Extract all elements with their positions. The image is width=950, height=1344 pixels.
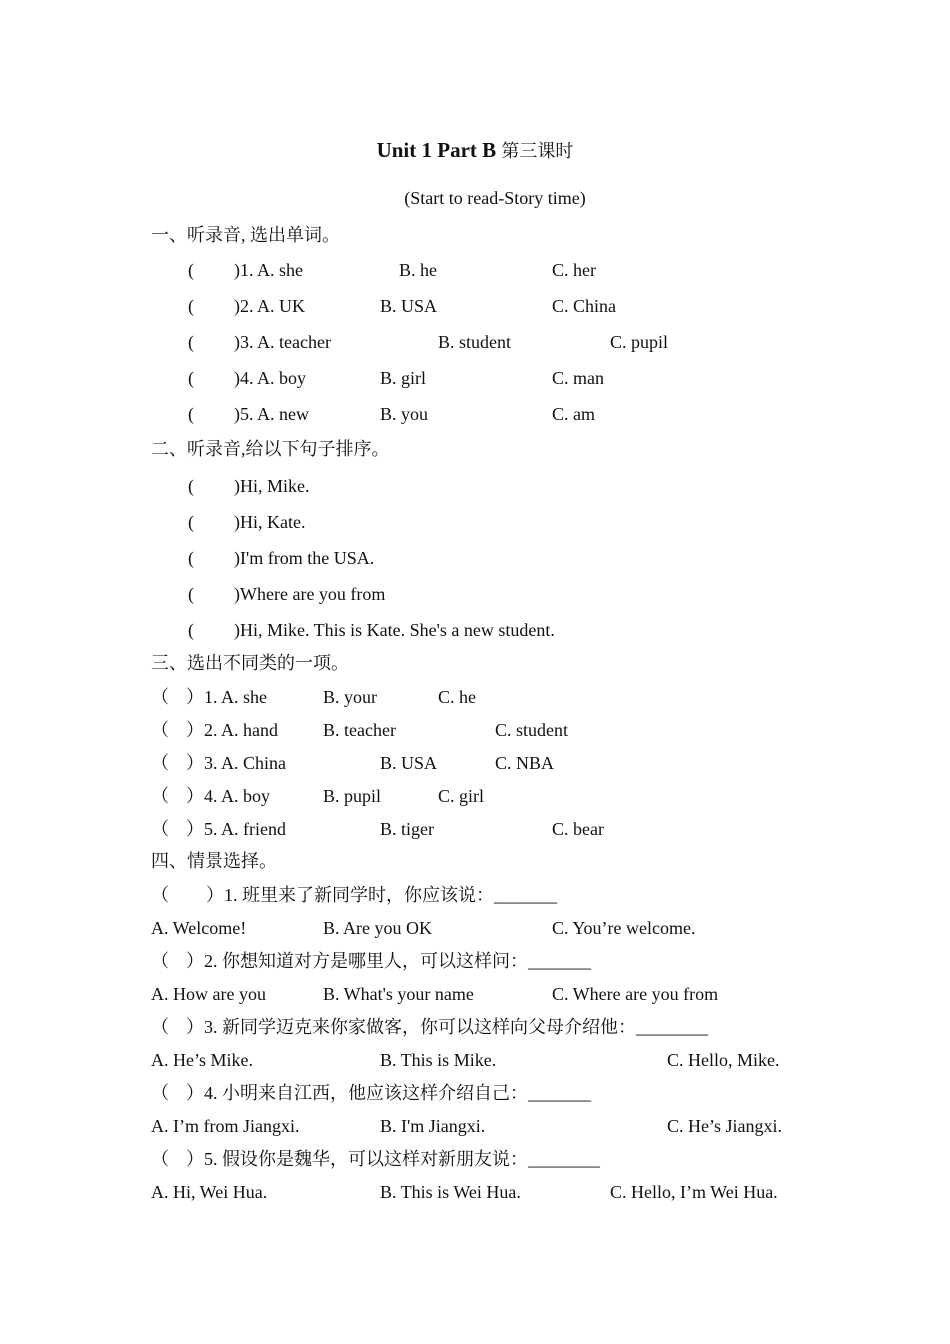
option-a: )3. A. teacher <box>234 332 331 352</box>
option-b: B. Are you OK <box>323 918 432 938</box>
option-c: C. man <box>552 368 604 388</box>
answer-blank: ( <box>188 296 194 316</box>
option-b: B. teacher <box>323 720 396 740</box>
option-a: )2. A. UK <box>234 296 305 316</box>
answer-blank: （ <box>151 1017 169 1037</box>
option-c: C. pupil <box>610 332 669 352</box>
option-c: C. Where are you from <box>552 984 719 1004</box>
answer-blank: ( <box>188 404 194 424</box>
option-b: B. he <box>399 260 437 280</box>
answer-blank: （ <box>151 1083 169 1103</box>
answer-blank: （ <box>151 819 169 839</box>
sentence-text: )Hi, Mike. <box>234 476 310 496</box>
option-c: C. he <box>438 687 476 707</box>
answer-blank: （ <box>151 951 169 971</box>
answer-blank: ( <box>188 584 194 604</box>
question-text: ）4. 小明来自江西，他应该这样介绍自己：_______ <box>186 1083 591 1103</box>
option-b: B. your <box>323 687 377 707</box>
question-text: ）5. 假设你是魏华，可以这样对新朋友说：________ <box>186 1149 600 1169</box>
option-a: )4. A. boy <box>234 368 306 388</box>
option-a: ）5. A. friend <box>186 819 286 839</box>
option-a: A. I’m from Jiangxi. <box>151 1116 300 1136</box>
option-c: C. student <box>495 720 569 740</box>
option-a: ）4. A. boy <box>186 786 271 806</box>
option-c: C. Hello, Mike. <box>667 1050 780 1070</box>
option-c: C. girl <box>438 786 485 806</box>
option-b: B. pupil <box>323 786 382 806</box>
sentence-text: )Where are you from <box>234 584 386 604</box>
question-text: ）1. 班里来了新同学时，你应该说：_______ <box>206 885 557 905</box>
option-a: )5. A. new <box>234 404 309 424</box>
answer-blank: （ <box>151 720 169 740</box>
answer-blank: （ <box>151 1149 169 1169</box>
section-1-heading: 一、听录音, 选出单词。 <box>151 225 340 245</box>
option-c: C. her <box>552 260 596 280</box>
section-3-heading: 三、选出不同类的一项。 <box>151 653 349 673</box>
option-c: C. He’s Jiangxi. <box>667 1116 782 1136</box>
option-a: A. Welcome! <box>151 918 247 938</box>
answer-blank: ( <box>188 548 194 568</box>
option-a: ）3. A. China <box>186 753 287 773</box>
answer-blank: ( <box>188 620 194 640</box>
subtitle: (Start to read-Story time) <box>404 188 586 208</box>
option-c: C. China <box>552 296 617 316</box>
option-b: B. What's your name <box>323 984 474 1004</box>
answer-blank: （ <box>151 753 169 773</box>
option-a: )1. A. she <box>234 260 303 280</box>
option-b: B. This is Wei Hua. <box>380 1182 521 1202</box>
section-4-heading: 四、情景选择。 <box>151 851 277 871</box>
answer-blank: （ <box>151 687 169 707</box>
option-a: A. He’s Mike. <box>151 1050 253 1070</box>
option-c: C. Hello, I’m Wei Hua. <box>610 1182 778 1202</box>
sentence-text: )I'm from the USA. <box>234 548 375 568</box>
answer-blank: ( <box>188 512 194 532</box>
option-b: B. you <box>380 404 429 424</box>
option-b: B. This is Mike. <box>380 1050 497 1070</box>
answer-blank: （ <box>151 885 169 905</box>
option-c: C. am <box>552 404 595 424</box>
option-b: B. girl <box>380 368 427 388</box>
question-text: ）2. 你想知道对方是哪里人，可以这样问：_______ <box>186 951 591 971</box>
option-c: C. bear <box>552 819 604 839</box>
answer-blank: ( <box>188 332 194 352</box>
question-text: ）3. 新同学迈克来你家做客，你可以这样向父母介绍他：________ <box>186 1017 708 1037</box>
option-a: ）1. A. she <box>186 687 267 707</box>
title-lesson: 第三课时 <box>501 141 574 161</box>
option-c: C. You’re welcome. <box>552 918 696 938</box>
page-title <box>0 137 950 163</box>
section-2-heading: 二、听录音,给以下句子排序。 <box>151 439 390 459</box>
answer-blank: ( <box>188 476 194 496</box>
answer-blank: ( <box>188 368 194 388</box>
answer-blank: ( <box>188 260 194 280</box>
sentence-text: )Hi, Kate. <box>234 512 306 532</box>
sentence-text: )Hi, Mike. This is Kate. She's a new student. <box>234 620 555 640</box>
option-b: B. USA <box>380 753 438 773</box>
option-b: B. USA <box>380 296 438 316</box>
answer-blank: （ <box>151 786 169 806</box>
option-c: C. NBA <box>495 753 555 773</box>
option-a: ）2. A. hand <box>186 720 278 740</box>
option-a: A. Hi, Wei Hua. <box>151 1182 268 1202</box>
option-a: A. How are you <box>151 984 266 1004</box>
title-main: Unit 1 Part B <box>376 138 497 162</box>
option-b: B. tiger <box>380 819 434 839</box>
option-b: B. student <box>438 332 512 352</box>
option-b: B. I'm Jiangxi. <box>380 1116 486 1136</box>
